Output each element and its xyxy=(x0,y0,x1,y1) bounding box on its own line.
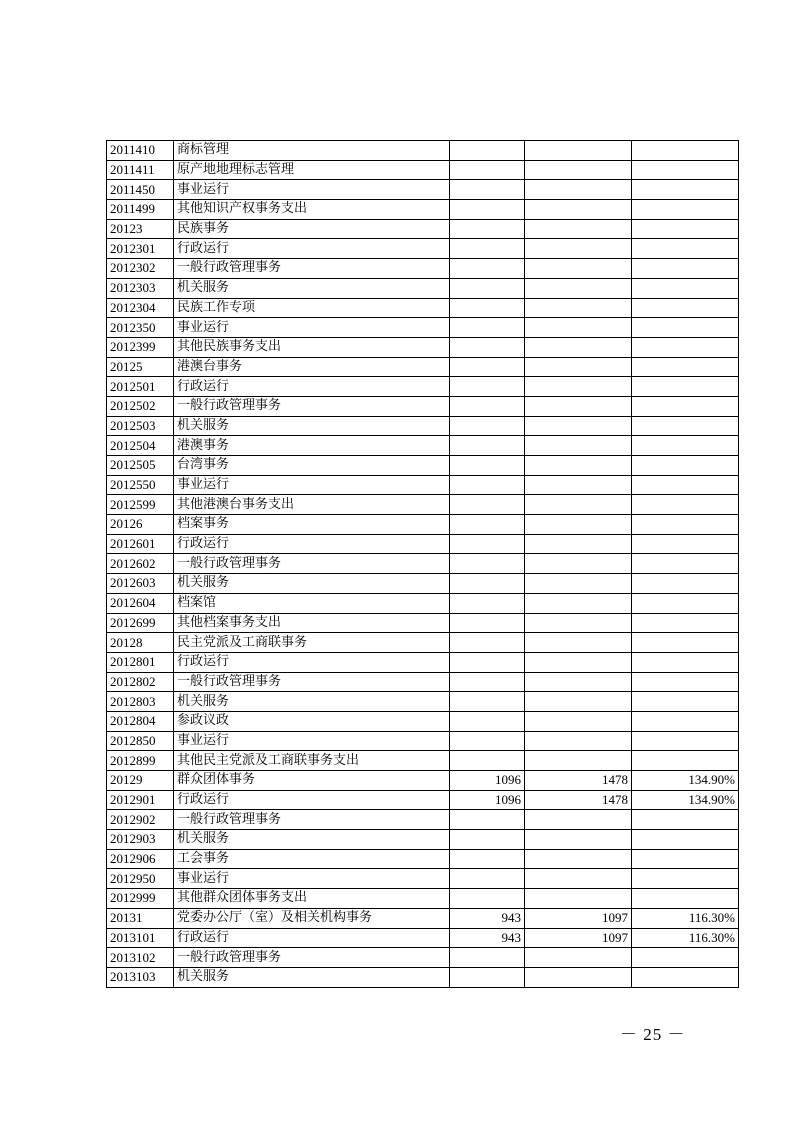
cell-percent xyxy=(632,967,739,987)
table-row xyxy=(107,219,739,239)
cell-percent xyxy=(632,652,739,672)
table-row xyxy=(107,200,739,220)
cell-percent xyxy=(632,751,739,771)
cell-value-1 xyxy=(450,377,525,397)
cell-item-name: 其他知识产权事务支出 xyxy=(174,200,450,220)
cell-item-name: 机关服务 xyxy=(174,830,450,850)
table-row xyxy=(107,908,739,928)
cell-value-2 xyxy=(525,889,632,909)
cell-percent xyxy=(632,633,739,653)
cell-percent xyxy=(632,554,739,574)
cell-percent xyxy=(632,475,739,495)
cell-value-1 xyxy=(450,456,525,476)
cell-item-name: 行政运行 xyxy=(174,377,450,397)
table-row xyxy=(107,967,739,987)
cell-value-1 xyxy=(450,436,525,456)
cell-value-1 xyxy=(450,180,525,200)
cell-value-2 xyxy=(525,948,632,968)
cell-value-2 xyxy=(525,554,632,574)
cell-value-1: 1096 xyxy=(450,771,525,791)
cell-value-2 xyxy=(525,377,632,397)
cell-percent xyxy=(632,849,739,869)
cell-code: 2011410 xyxy=(107,141,174,161)
cell-item-name: 一般行政管理事务 xyxy=(174,810,450,830)
cell-item-name: 行政运行 xyxy=(174,790,450,810)
cell-item-name: 事业运行 xyxy=(174,180,450,200)
cell-percent xyxy=(632,593,739,613)
cell-value-1 xyxy=(450,239,525,259)
cell-percent xyxy=(632,278,739,298)
cell-code: 2012803 xyxy=(107,692,174,712)
cell-code: 2012350 xyxy=(107,318,174,338)
cell-item-name: 一般行政管理事务 xyxy=(174,554,450,574)
table-row xyxy=(107,593,739,613)
cell-value-2 xyxy=(525,810,632,830)
cell-value-1 xyxy=(450,160,525,180)
cell-value-2 xyxy=(525,830,632,850)
cell-item-name: 行政运行 xyxy=(174,239,450,259)
cell-value-2 xyxy=(525,633,632,653)
table-row xyxy=(107,849,739,869)
table-row xyxy=(107,672,739,692)
cell-item-name: 一般行政管理事务 xyxy=(174,672,450,692)
cell-percent xyxy=(632,869,739,889)
table-row xyxy=(107,613,739,633)
cell-code: 2012602 xyxy=(107,554,174,574)
table-row xyxy=(107,948,739,968)
cell-value-2: 1478 xyxy=(525,790,632,810)
cell-percent xyxy=(632,889,739,909)
cell-code: 2012902 xyxy=(107,810,174,830)
cell-value-2 xyxy=(525,278,632,298)
cell-percent xyxy=(632,515,739,535)
cell-percent xyxy=(632,239,739,259)
page-number: － 25 － xyxy=(620,1025,686,1044)
table-row xyxy=(107,771,739,791)
cell-item-name: 行政运行 xyxy=(174,928,450,948)
cell-percent xyxy=(632,259,739,279)
cell-item-name: 民主党派及工商联事务 xyxy=(174,633,450,653)
cell-code: 2012302 xyxy=(107,259,174,279)
table-row xyxy=(107,751,739,771)
cell-percent xyxy=(632,830,739,850)
cell-value-2 xyxy=(525,593,632,613)
cell-value-2 xyxy=(525,574,632,594)
cell-value-2 xyxy=(525,318,632,338)
table-row xyxy=(107,239,739,259)
cell-value-2: 1478 xyxy=(525,771,632,791)
cell-value-1: 943 xyxy=(450,928,525,948)
cell-code: 2012301 xyxy=(107,239,174,259)
cell-item-name: 其他民主党派及工商联事务支出 xyxy=(174,751,450,771)
cell-value-1 xyxy=(450,318,525,338)
cell-item-name: 事业运行 xyxy=(174,731,450,751)
cell-code: 2013102 xyxy=(107,948,174,968)
table-row xyxy=(107,357,739,377)
cell-percent xyxy=(632,574,739,594)
cell-value-2 xyxy=(525,672,632,692)
cell-percent xyxy=(632,357,739,377)
cell-percent xyxy=(632,160,739,180)
cell-code: 2012304 xyxy=(107,298,174,318)
cell-value-1 xyxy=(450,298,525,318)
cell-item-name: 其他港澳台事务支出 xyxy=(174,495,450,515)
cell-item-name: 商标管理 xyxy=(174,141,450,161)
cell-item-name: 民族工作专项 xyxy=(174,298,450,318)
cell-code: 2011450 xyxy=(107,180,174,200)
cell-value-2 xyxy=(525,200,632,220)
cell-value-1 xyxy=(450,967,525,987)
table-row xyxy=(107,337,739,357)
cell-item-name: 机关服务 xyxy=(174,574,450,594)
cell-code: 2011411 xyxy=(107,160,174,180)
table-row xyxy=(107,475,739,495)
cell-value-2 xyxy=(525,436,632,456)
cell-percent xyxy=(632,731,739,751)
cell-code: 2012699 xyxy=(107,613,174,633)
cell-value-2 xyxy=(525,259,632,279)
cell-value-2 xyxy=(525,180,632,200)
cell-percent xyxy=(632,377,739,397)
cell-value-2 xyxy=(525,219,632,239)
cell-value-2 xyxy=(525,711,632,731)
cell-percent: 116.30% xyxy=(632,908,739,928)
cell-code: 20125 xyxy=(107,357,174,377)
table-row xyxy=(107,396,739,416)
cell-percent: 134.90% xyxy=(632,790,739,810)
cell-value-2 xyxy=(525,475,632,495)
cell-item-name: 其他群众团体事务支出 xyxy=(174,889,450,909)
table-row xyxy=(107,377,739,397)
cell-code: 20126 xyxy=(107,515,174,535)
cell-code: 2012601 xyxy=(107,534,174,554)
cell-item-name: 台湾事务 xyxy=(174,456,450,476)
cell-code: 2012303 xyxy=(107,278,174,298)
table-row xyxy=(107,436,739,456)
cell-code: 2011499 xyxy=(107,200,174,220)
cell-value-2: 1097 xyxy=(525,928,632,948)
cell-item-name: 港澳台事务 xyxy=(174,357,450,377)
cell-item-name: 参政议政 xyxy=(174,711,450,731)
cell-code: 2012802 xyxy=(107,672,174,692)
cell-value-2 xyxy=(525,731,632,751)
cell-value-1 xyxy=(450,416,525,436)
cell-item-name: 党委办公厅（室）及相关机构事务 xyxy=(174,908,450,928)
cell-percent xyxy=(632,141,739,161)
table-row xyxy=(107,889,739,909)
cell-value-2 xyxy=(525,613,632,633)
cell-percent xyxy=(632,534,739,554)
cell-code: 2012906 xyxy=(107,849,174,869)
cell-code: 2012550 xyxy=(107,475,174,495)
cell-item-name: 一般行政管理事务 xyxy=(174,259,450,279)
cell-item-name: 其他档案事务支出 xyxy=(174,613,450,633)
cell-code: 20128 xyxy=(107,633,174,653)
table-row xyxy=(107,633,739,653)
cell-value-2 xyxy=(525,869,632,889)
cell-percent xyxy=(632,810,739,830)
table-row xyxy=(107,869,739,889)
table-row xyxy=(107,180,739,200)
cell-value-1 xyxy=(450,574,525,594)
cell-percent xyxy=(632,180,739,200)
cell-code: 2012901 xyxy=(107,790,174,810)
cell-value-2 xyxy=(525,534,632,554)
cell-percent xyxy=(632,318,739,338)
cell-percent xyxy=(632,219,739,239)
cell-value-2 xyxy=(525,357,632,377)
cell-value-2 xyxy=(525,337,632,357)
cell-item-name: 机关服务 xyxy=(174,692,450,712)
cell-percent xyxy=(632,672,739,692)
cell-value-2 xyxy=(525,849,632,869)
cell-code: 20131 xyxy=(107,908,174,928)
cell-code: 2012503 xyxy=(107,416,174,436)
cell-percent xyxy=(632,711,739,731)
table-row xyxy=(107,928,739,948)
cell-percent xyxy=(632,948,739,968)
cell-value-1 xyxy=(450,534,525,554)
cell-code: 20129 xyxy=(107,771,174,791)
cell-value-1 xyxy=(450,278,525,298)
cell-percent xyxy=(632,436,739,456)
cell-code: 20123 xyxy=(107,219,174,239)
cell-percent xyxy=(632,613,739,633)
cell-item-name: 一般行政管理事务 xyxy=(174,948,450,968)
cell-code: 2012999 xyxy=(107,889,174,909)
cell-code: 2012804 xyxy=(107,711,174,731)
cell-percent xyxy=(632,456,739,476)
table-row xyxy=(107,810,739,830)
table-row xyxy=(107,495,739,515)
cell-code: 2012950 xyxy=(107,869,174,889)
cell-value-1 xyxy=(450,475,525,495)
cell-value-1 xyxy=(450,652,525,672)
table-row xyxy=(107,456,739,476)
cell-value-1: 1096 xyxy=(450,790,525,810)
cell-value-1 xyxy=(450,259,525,279)
cell-percent xyxy=(632,200,739,220)
cell-code: 2013101 xyxy=(107,928,174,948)
cell-value-2 xyxy=(525,239,632,259)
cell-item-name: 原产地地理标志管理 xyxy=(174,160,450,180)
cell-value-1 xyxy=(450,731,525,751)
cell-value-1 xyxy=(450,810,525,830)
cell-value-2 xyxy=(525,396,632,416)
cell-value-1 xyxy=(450,357,525,377)
cell-code: 2012599 xyxy=(107,495,174,515)
cell-code: 2012903 xyxy=(107,830,174,850)
cell-value-1 xyxy=(450,672,525,692)
table-row xyxy=(107,711,739,731)
table-row xyxy=(107,259,739,279)
table-body xyxy=(107,141,739,988)
cell-value-2 xyxy=(525,160,632,180)
cell-value-1 xyxy=(450,869,525,889)
cell-code: 2012899 xyxy=(107,751,174,771)
cell-item-name: 事业运行 xyxy=(174,475,450,495)
cell-percent xyxy=(632,337,739,357)
cell-value-2 xyxy=(525,751,632,771)
cell-percent xyxy=(632,298,739,318)
cell-item-name: 机关服务 xyxy=(174,278,450,298)
cell-item-name: 事业运行 xyxy=(174,318,450,338)
cell-value-1 xyxy=(450,751,525,771)
cell-item-name: 群众团体事务 xyxy=(174,771,450,791)
cell-code: 2012603 xyxy=(107,574,174,594)
cell-value-1 xyxy=(450,849,525,869)
table-row xyxy=(107,652,739,672)
table-row xyxy=(107,515,739,535)
cell-item-name: 档案馆 xyxy=(174,593,450,613)
cell-code: 2012801 xyxy=(107,652,174,672)
cell-item-name: 事业运行 xyxy=(174,869,450,889)
table-row xyxy=(107,554,739,574)
cell-value-1 xyxy=(450,633,525,653)
cell-percent xyxy=(632,692,739,712)
cell-value-2: 1097 xyxy=(525,908,632,928)
cell-item-name: 其他民族事务支出 xyxy=(174,337,450,357)
cell-value-2 xyxy=(525,416,632,436)
cell-item-name: 行政运行 xyxy=(174,652,450,672)
cell-value-2 xyxy=(525,298,632,318)
cell-percent xyxy=(632,396,739,416)
cell-value-1 xyxy=(450,554,525,574)
cell-code: 2012502 xyxy=(107,396,174,416)
cell-value-1 xyxy=(450,396,525,416)
cell-value-1 xyxy=(450,948,525,968)
cell-value-1 xyxy=(450,200,525,220)
cell-value-1 xyxy=(450,495,525,515)
cell-percent xyxy=(632,416,739,436)
cell-code: 2013103 xyxy=(107,967,174,987)
cell-value-1 xyxy=(450,692,525,712)
cell-item-name: 一般行政管理事务 xyxy=(174,396,450,416)
cell-percent xyxy=(632,495,739,515)
cell-value-1 xyxy=(450,141,525,161)
cell-value-2 xyxy=(525,652,632,672)
table-row xyxy=(107,534,739,554)
table-row xyxy=(107,318,739,338)
cell-value-2 xyxy=(525,515,632,535)
cell-value-1 xyxy=(450,889,525,909)
cell-value-1 xyxy=(450,613,525,633)
cell-value-1 xyxy=(450,337,525,357)
cell-value-2 xyxy=(525,141,632,161)
table-row xyxy=(107,790,739,810)
cell-value-1 xyxy=(450,219,525,239)
table-row xyxy=(107,692,739,712)
table-row xyxy=(107,416,739,436)
cell-code: 2012505 xyxy=(107,456,174,476)
cell-value-2 xyxy=(525,495,632,515)
table-row xyxy=(107,298,739,318)
cell-item-name: 工会事务 xyxy=(174,849,450,869)
cell-value-1: 943 xyxy=(450,908,525,928)
budget-table xyxy=(106,140,739,988)
cell-value-2 xyxy=(525,456,632,476)
cell-code: 2012501 xyxy=(107,377,174,397)
table-row xyxy=(107,160,739,180)
cell-percent: 116.30% xyxy=(632,928,739,948)
cell-item-name: 港澳事务 xyxy=(174,436,450,456)
cell-value-2 xyxy=(525,692,632,712)
cell-item-name: 机关服务 xyxy=(174,416,450,436)
cell-item-name: 机关服务 xyxy=(174,967,450,987)
cell-code: 2012850 xyxy=(107,731,174,751)
cell-code: 2012399 xyxy=(107,337,174,357)
cell-value-1 xyxy=(450,515,525,535)
cell-percent: 134.90% xyxy=(632,771,739,791)
table-row xyxy=(107,278,739,298)
cell-value-1 xyxy=(450,830,525,850)
table-row xyxy=(107,574,739,594)
table-row xyxy=(107,731,739,751)
cell-value-2 xyxy=(525,967,632,987)
cell-code: 2012504 xyxy=(107,436,174,456)
cell-value-1 xyxy=(450,711,525,731)
cell-value-1 xyxy=(450,593,525,613)
cell-item-name: 档案事务 xyxy=(174,515,450,535)
cell-item-name: 民族事务 xyxy=(174,219,450,239)
table-row xyxy=(107,141,739,161)
cell-code: 2012604 xyxy=(107,593,174,613)
cell-item-name: 行政运行 xyxy=(174,534,450,554)
table-row xyxy=(107,830,739,850)
